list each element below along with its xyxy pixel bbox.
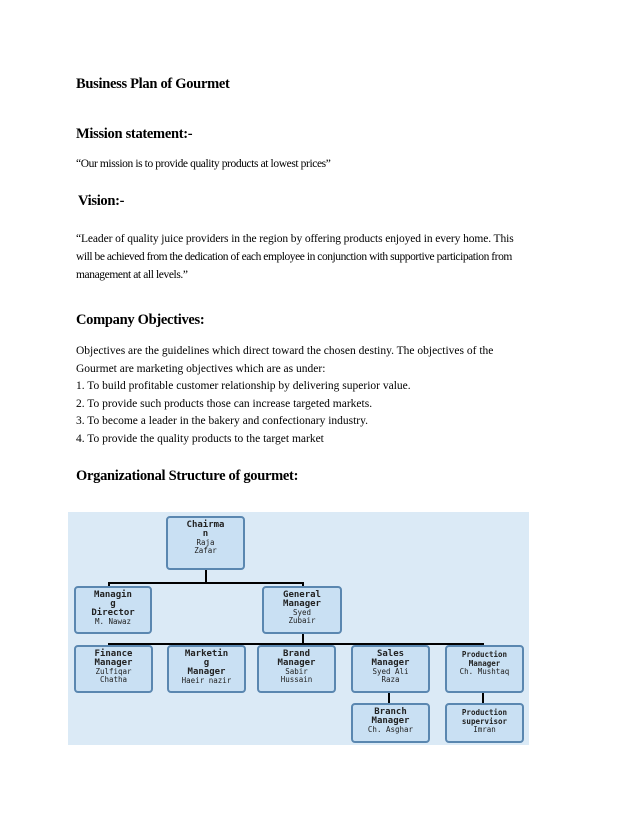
objectives-intro-line-1: Objectives are the guidelines which direct toward the chosen destiny. The objectives of the <box>76 345 494 357</box>
objectives-list <box>76 378 411 448</box>
box-name: Imran <box>473 725 496 734</box>
vision-text-line-1: “Leader of quality juice providers in the region by offering products enjoyed in every home. This <box>76 233 514 245</box>
box-name: Haeir nazir <box>181 676 232 685</box>
vision-text-line-3: management at all levels.” <box>76 269 188 281</box>
box-title: Branch Manager <box>371 707 410 726</box>
list-item: 4. To provide the quality products to the target market <box>76 432 324 445</box>
box-title: Finance Manager <box>94 649 133 668</box>
general-manager-box <box>262 586 342 634</box>
box-title: Brand Manager <box>277 649 316 668</box>
connector-line <box>108 582 304 584</box>
mission-heading: Mission statement:- <box>76 126 193 142</box>
list-item: 3. To become a leader in the bakery and confectionary industry. <box>76 415 369 428</box>
box-name: Syed Zubair <box>288 608 316 625</box>
branch-manager-box <box>351 703 430 743</box>
vision-heading: Vision:- <box>78 193 125 209</box>
chairman-box <box>166 516 245 570</box>
box-name: Ch. Asghar <box>367 725 414 734</box>
box-title: Sales Manager <box>371 649 410 668</box>
box-title: Production supervisor <box>461 708 508 726</box>
vision-text-line-2: will be achieved from the dedication of each employee in conjunction with supportive participation from <box>76 251 512 263</box>
box-title: General Manager <box>283 590 321 609</box>
connector-line <box>205 569 207 583</box>
box-title: Chairma n <box>186 520 225 539</box>
brand-manager-box <box>257 645 336 693</box>
production-manager-box <box>445 645 524 693</box>
managing-director-box <box>74 586 152 634</box>
box-name: Zulfiqar Chatha <box>95 667 132 684</box>
box-name: Syed Ali Raza <box>372 667 409 684</box>
box-title: Marketin g Manager <box>184 649 229 677</box>
mission-text: “Our mission is to provide quality products at lowest prices” <box>76 158 331 170</box>
org-chart <box>68 512 529 745</box>
production-supervisor-box <box>445 703 524 743</box>
list-item: 1. To build profitable customer relationship by delivering superior value. <box>76 380 411 392</box>
box-title: Managin g Director <box>91 590 135 618</box>
objectives-intro-line-2: Gourmet are marketing objectives which are as under: <box>76 363 326 375</box>
marketing-manager-box <box>167 645 246 693</box>
org-structure-heading: Organizational Structure of gourmet: <box>76 468 299 484</box>
box-name: Raja Zafar <box>194 538 217 555</box>
sales-manager-box <box>351 645 430 693</box>
objectives-heading: Company Objectives: <box>76 312 205 328</box>
box-name: Ch. Mushtaq <box>459 667 510 676</box>
box-title: Production Manager <box>461 650 508 668</box>
document-title: Business Plan of Gourmet <box>76 76 230 92</box>
box-name: Sabir Hussain <box>280 667 313 684</box>
list-item: 2. To provide such products those can increase targeted markets. <box>76 397 373 410</box>
finance-manager-box <box>74 645 153 693</box>
box-name: M. Nawaz <box>94 617 132 626</box>
